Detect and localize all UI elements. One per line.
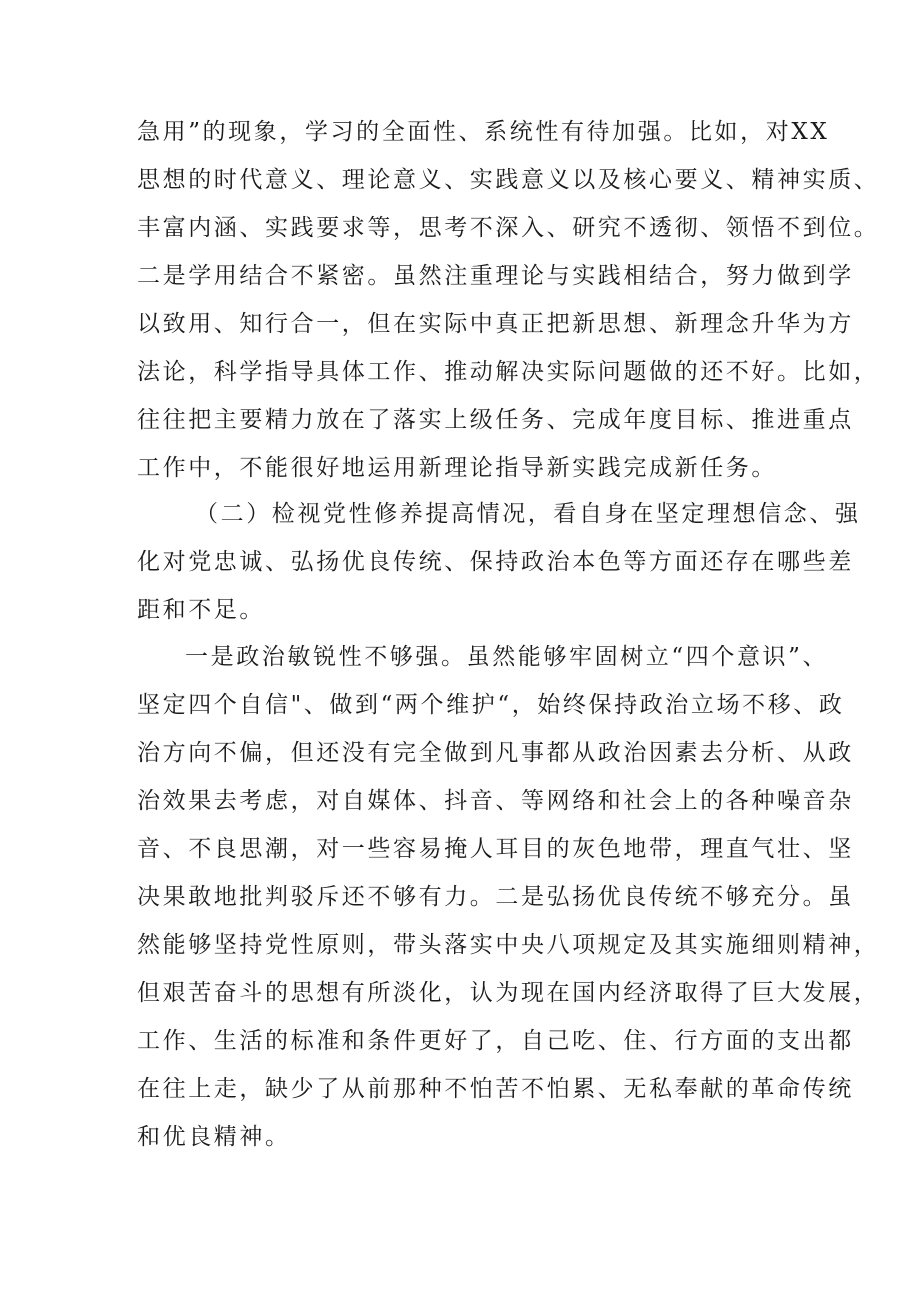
text-line: 二是学用结合不紧密。虽然注重理论与实践相结合，努力做到学: [137, 263, 854, 289]
text-line: 治方向不偏，但还没有完全做到凡事都从政治因素去分析、从政: [137, 740, 854, 766]
text-line: 距和不足。: [137, 597, 265, 623]
text-line: 但艰苦奋斗的思想有所淡化，认为现在国内经济取得了巨大发展，: [137, 980, 880, 1006]
text-line: （二）检视党性修养提高情况，看自身在坚定理想信念、强: [195, 501, 861, 527]
text-line: 往往把主要精力放在了落实上级任务、完成年度目标、推进重点: [137, 407, 854, 433]
text-line: 工作、生活的标准和条件更好了，自己吃、住、行方面的支出都: [137, 1028, 854, 1054]
text-line: 急用”的现象，学习的全面性、系统性有待加强。比如，对XX: [137, 119, 830, 145]
text-line: 和优良精神。: [137, 1124, 291, 1150]
text-line: 以致用、知行合一，但在实际中真正把新思想、新理念升华为方: [137, 311, 854, 337]
text-line: 然能够坚持党性原则，带头落实中央八项规定及其实施细则精神，: [137, 932, 880, 958]
text-line: 化对党忠诚、弘扬优良传统、保持政治本色等方面还存在哪些差: [137, 549, 854, 575]
text-line: 治效果去考虑，对自媒体、抖音、等网络和社会上的各种噪音杂: [137, 788, 854, 814]
text-line: 法论，科学指导具体工作、推动解决实际问题做的还不好。比如，: [137, 359, 880, 385]
text-line: 在往上走，缺少了从前那种不怕苦不怕累、无私奉献的革命传统: [137, 1076, 854, 1102]
paragraph-body: [137, 633, 880, 1161]
text-line: 一是政治敏锐性不够强。虽然能够牢固树立“四个意识”、: [185, 644, 829, 670]
text-line: 音、不良思潮，对一些容易掩人耳目的灰色地带，理直气壮、坚: [137, 836, 854, 862]
text-line: 思想的时代意义、理论意义、实践意义以及核心要义、精神实质、: [137, 167, 880, 193]
section-heading-paragraph: [137, 490, 861, 634]
text-line: 工作中，不能很好地运用新理论指导新实践完成新任务。: [137, 455, 777, 481]
text-line: 决果敢地批判驳斥还不够有力。二是弘扬优良传统不够充分。虽: [137, 884, 854, 910]
text-line: 丰富内涵、实践要求等，思考不深入、研究不透彻、领悟不到位。: [137, 215, 880, 241]
text-line: 坚定四个自信"、做到“两个维护“，始终保持政治立场不移、政: [137, 692, 845, 718]
paragraph-continuation: [137, 108, 880, 492]
